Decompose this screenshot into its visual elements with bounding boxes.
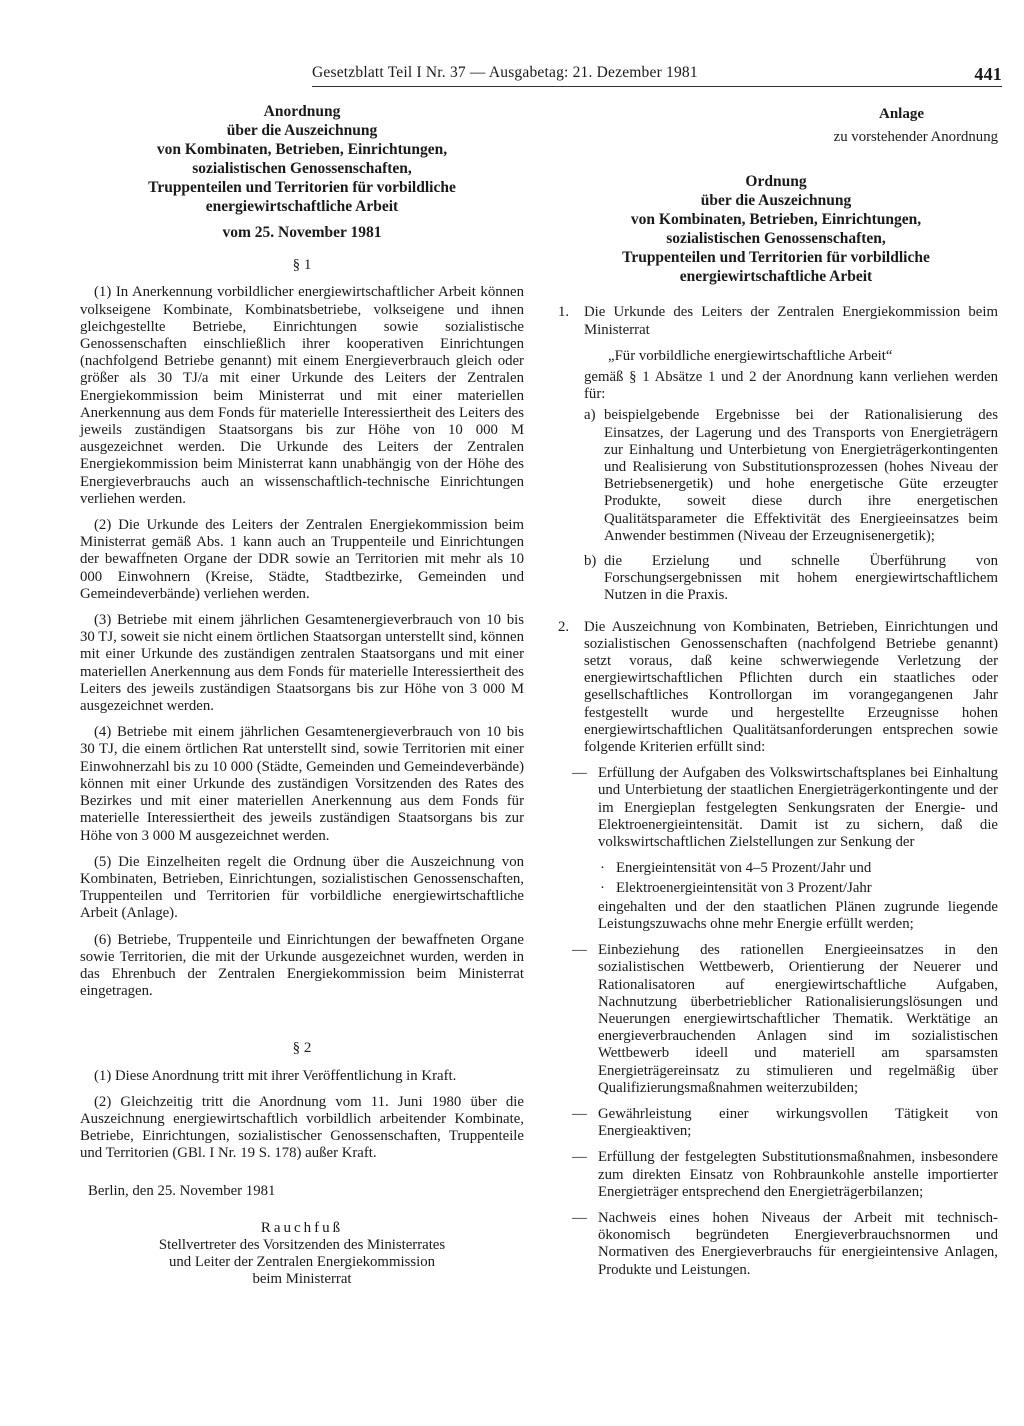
criterion-item (554, 942, 998, 1097)
criterion-item (554, 1210, 998, 1279)
signature-block (80, 1220, 524, 1289)
signer-name: Rauchfuß (260, 1219, 344, 1236)
signer-role-line: beim Ministerrat (252, 1271, 352, 1288)
running-header (312, 64, 1002, 90)
item-number: 2. (558, 618, 570, 635)
running-title: Gesetzblatt Teil I Nr. 37 — Ausgabetag: 21. Dezember 1981 (312, 64, 698, 81)
place-date: Berlin, den 25. November 1981 (88, 1182, 276, 1199)
paragraph: (2) Gleichzeitig tritt die Anordnung vom 11. Juni 1980 über die Auszeichnung energiewirtschaftlich vorbildlich arbeitender Kombinate, Betriebe, Einrichtungen, sozialistischer Genossenschaften, Truppenteile und Territorien (GBl. I Nr. 19 S. 178) außer Kraft. (80, 1093, 524, 1162)
bullet-dot: · (600, 860, 605, 877)
title-line: Truppenteilen und Territorien für vorbildliche (148, 179, 456, 196)
criterion-text: Erfüllung der festgelegten Substitutionsmaßnahmen, insbesondere zum direkten Einsatz von Rohbraunkohle anstelle importierter Energieträger entsprechend den Energieträgerbilanzen; (598, 1149, 998, 1200)
sub-item-letter: a) (584, 407, 596, 424)
title-line: von Kombinaten, Betrieben, Einrichtungen, (630, 211, 922, 229)
left-column (80, 102, 524, 1289)
item-number: 1. (558, 304, 570, 321)
bullet-text: Elektroenergieintensität von 3 Prozent/Jahr (616, 879, 872, 896)
criterion-text: Gewährleistung einer wirkungsvollen Tätigkeit von Energieaktiven; (598, 1105, 998, 1140)
title-line: energiewirtschaftliche Arbeit (679, 268, 873, 286)
award-quote: „Für vorbildliche energiewirtschaftliche Arbeit“ (608, 347, 893, 364)
criterion-text: Nachweis eines hohen Niveaus der Arbeit mit technisch-ökonomisch begründeten Energieverbrauchsnormen und Normativen des Energieverbrauchs für energieintensive Anlagen, Produkte und Leistungen. (598, 1209, 998, 1278)
criterion-continuation: eingehalten und der den staatlichen Plänen zugrunde liegende Leistungszuwachs ohne mehr Energie erfüllt werden; (598, 898, 998, 932)
right-column (554, 106, 998, 1288)
title-line: von Kombinaten, Betrieben, Einrichtungen, (156, 141, 448, 158)
dash-marker: — (572, 765, 587, 782)
sub-item-text: beispielgebende Ergebnisse bei der Rationalisierung des Einsatzes, der Lagerung und des Transports von Energieträgern zur Einhaltung und Unterbietung von Energieträgerkontingenten und Realisierung von Substitutionsprozessen (hohes Niveau der Betriebsenergetik) und hohe energetische Güte erzeugter Produkte, soweit diese durch ihre energetischen Qualitätsparameter die Effektivität des Energieeinsatzes beim Anwender bestimmen (Niveau der Erzeugnisenergetik); (604, 407, 998, 544)
paragraph: (1) Diese Anordnung tritt mit ihrer Veröffentlichung in Kraft. (94, 1067, 457, 1084)
paragraph: (6) Betriebe, Truppenteile und Einrichtungen der bewaffneten Organe sowie Territorien, die mit der Urkunde ausgezeichnet wurden, werden in das Ehrenbuch der Zentralen Energiekommission beim Ministerrat eingetragen. (80, 931, 524, 1000)
title-line: Anordnung (263, 103, 341, 120)
numbered-item-2 (554, 619, 998, 757)
paragraph: (5) Die Einzelheiten regelt die Ordnung über die Auszeichnung von Kombinaten, Betrieben, Einrichtungen, sozialistischen Genossenschaften, Truppenteilen und Territorien für vorbildliche energiewirtschaftliche Arbeit (Anlage). (80, 853, 524, 922)
signer-role-line: Stellvertreter des Vorsitzenden des Ministerrates (158, 1236, 446, 1253)
section-heading: § 1 (292, 257, 312, 274)
section-heading: § 2 (292, 1040, 312, 1057)
sub-item-text: die Erzielung und schnelle Überführung von Forschungsergebnissen mit hohem energiewirtschaftlichem Nutzen in die Praxis. (604, 553, 998, 604)
bullet-text: Energieintensität von 4–5 Prozent/Jahr und (616, 860, 872, 877)
criterion-item (554, 765, 998, 851)
bullet-item (554, 860, 998, 877)
header-rule (312, 86, 1002, 87)
dash-marker: — (572, 1149, 587, 1166)
title-line: sozialistischen Genossenschaften, (666, 230, 886, 248)
paragraph: (3) Betriebe mit einem jährlichen Gesamtenergieverbrauch von 10 bis 30 TJ, soweit sie nicht einem örtlichen Staatsorgan unterstellt sind, können mit einer Urkunde des zuständigen zentralen Staatsorgans und mit einer materiellen Anerkennung aus dem Fonds für materielle Interessiertheit des Leiters des jeweils zuständigen Staatsorgans bis zur Höhe von 3 000 M ausgezeichnet werden. (80, 612, 524, 715)
paragraph: (2) Die Urkunde des Leiters der Zentralen Energiekommission beim Ministerrat gemäß Abs. 1 kann auch an Truppenteile und Einrichtungen der bewaffneten Organe der DDR sowie an Territorien mit mehr als 10 000 Einwohnern (Kreise, Städte, Stadtbezirke, Gemeinden und Gemeindeverbände) verliehen werden. (80, 517, 524, 602)
bullet-item (554, 880, 998, 897)
criterion-text: Erfüllung der Aufgaben des Volkswirtschaftsplanes bei Einhaltung und Unterbietung der staatlichen Energieträgerkontingente und der im Energieplan festgelegten Senkungsraten der Energie- und Elektroenergieintensität. Damit ist zu sichern, daß die volkswirtschaftlichen Zielstellungen zur Senkung der (598, 765, 998, 851)
sub-item-a (554, 407, 998, 545)
dash-marker: — (572, 1209, 587, 1226)
criterion-text: Einbeziehung des rationellen Energieeinsatzes in den sozialistischen Wettbewerb, Orientierung der Neuerer und Rationalisatoren auf energiewirtschaftliche Aufgaben, Nachnutzung überbetrieblicher Rationalisierungslösungen und Neuerungen energiewirtschaftlicher Thematik. Werktätige an energieverbrauchenden Anlagen sind im sozialistischen Wettbewerb ideell und materiell am sparsamsten Energieträgereinsatz zu stimulieren und regelmäßig über Qualifizierungsmaßnahmen weiterzubilden; (598, 942, 998, 1096)
ordnung-title (554, 172, 998, 286)
sub-item-letter: b) (584, 553, 597, 570)
title-line: Truppenteilen und Territorien für vorbildliche (622, 249, 930, 267)
sub-item-b (554, 553, 998, 605)
page-number: 441 (974, 64, 1002, 84)
dash-marker: — (572, 1105, 587, 1122)
criterion-item (554, 1149, 998, 1201)
title-line: energiewirtschaftliche Arbeit (205, 198, 399, 215)
paragraph: (1) In Anerkennung vorbildlicher energiewirtschaftlicher Arbeit können volkseigene Kombinate, Kombinatsbetriebe, volkseigene und ihnen gleichgestellte Betriebe, Einrichtungen sowie sozialistische Genossenschaften einschließlich ihrer kooperativen Einrichtungen (nachfolgend Betriebe genannt) mit einem Energieverbrauch gleich oder größer als 30 TJ/a mit einer Urkunde des Leiters der Zentralen Energiekommission beim Ministerrat und mit einer materiellen Anerkennung aus dem Fonds für materielle Interessiertheit des Leiters des jeweils zuständigen Staatsorgans bis zur Höhe von 10 000 M ausgezeichnet werden. Die Urkunde des Leiters der Zentralen Energiekommission beim Ministerrat kann unabhängig von der Höhe des Energieverbrauchs auch an wissenschaftlich-technische Einrichtungen verliehen werden. (80, 284, 524, 507)
anordnung-title (80, 102, 524, 216)
signer-role-line: und Leiter der Zentralen Energiekommission (169, 1254, 435, 1271)
criterion-item (554, 1106, 998, 1140)
title-line: über die Auszeichnung (226, 122, 378, 139)
bullet-dot: · (600, 879, 605, 896)
paragraph: (4) Betriebe mit einem jährlichen Gesamtenergieverbrauch von 10 bis 30 TJ, die einem örtlichen Rat unterstellt sind, sowie Territorien mit einer Einwohnerzahl bis zu 10 000 (Städte, Gemeinden und Gemeindeverbände) können mit einer Urkunde des zuständigen Vorsitzenden des Rates des Bezirkes und mit einer materiellen Anerkennung aus dem Fonds für materielle Interessiertheit des jeweils zuständigen Staatsorgans bis zur Höhe von 3 000 M ausgezeichnet werden. (80, 724, 524, 844)
item-tail: gemäß § 1 Absätze 1 und 2 der Anordnung kann verliehen werden für: (584, 369, 998, 403)
dash-marker: — (572, 942, 587, 959)
title-line: Ordnung (745, 173, 807, 191)
title-line: sozialistischen Genossenschaften, (192, 160, 412, 177)
annex-subtitle: zu vorstehender Anordnung (833, 129, 998, 146)
annex-label: Anlage (879, 106, 924, 122)
anordnung-date: vom 25. November 1981 (222, 224, 382, 241)
title-line: über die Auszeichnung (700, 192, 852, 210)
item-text: Die Urkunde des Leiters der Zentralen Energiekommission beim Ministerrat (584, 304, 998, 338)
numbered-item-1 (554, 304, 998, 338)
item-text: Die Auszeichnung von Kombinaten, Betrieben, Einrichtungen und sozialistischen Genossenschaften (nachfolgend Betriebe genannt) setzt voraus, daß keine schwerwiegende Verletzung der energiewirtschaftlichen Pflichten durch ein staatliches oder gesellschaftliches Kontrollorgan im vorangegangenen Jahr festgestellt wurde und hergestellte Erzeugnisse hohen energiewirtschaftlichen Qualitätsanforderungen entsprechen sowie folgende Kriterien erfüllt sind: (584, 618, 998, 756)
